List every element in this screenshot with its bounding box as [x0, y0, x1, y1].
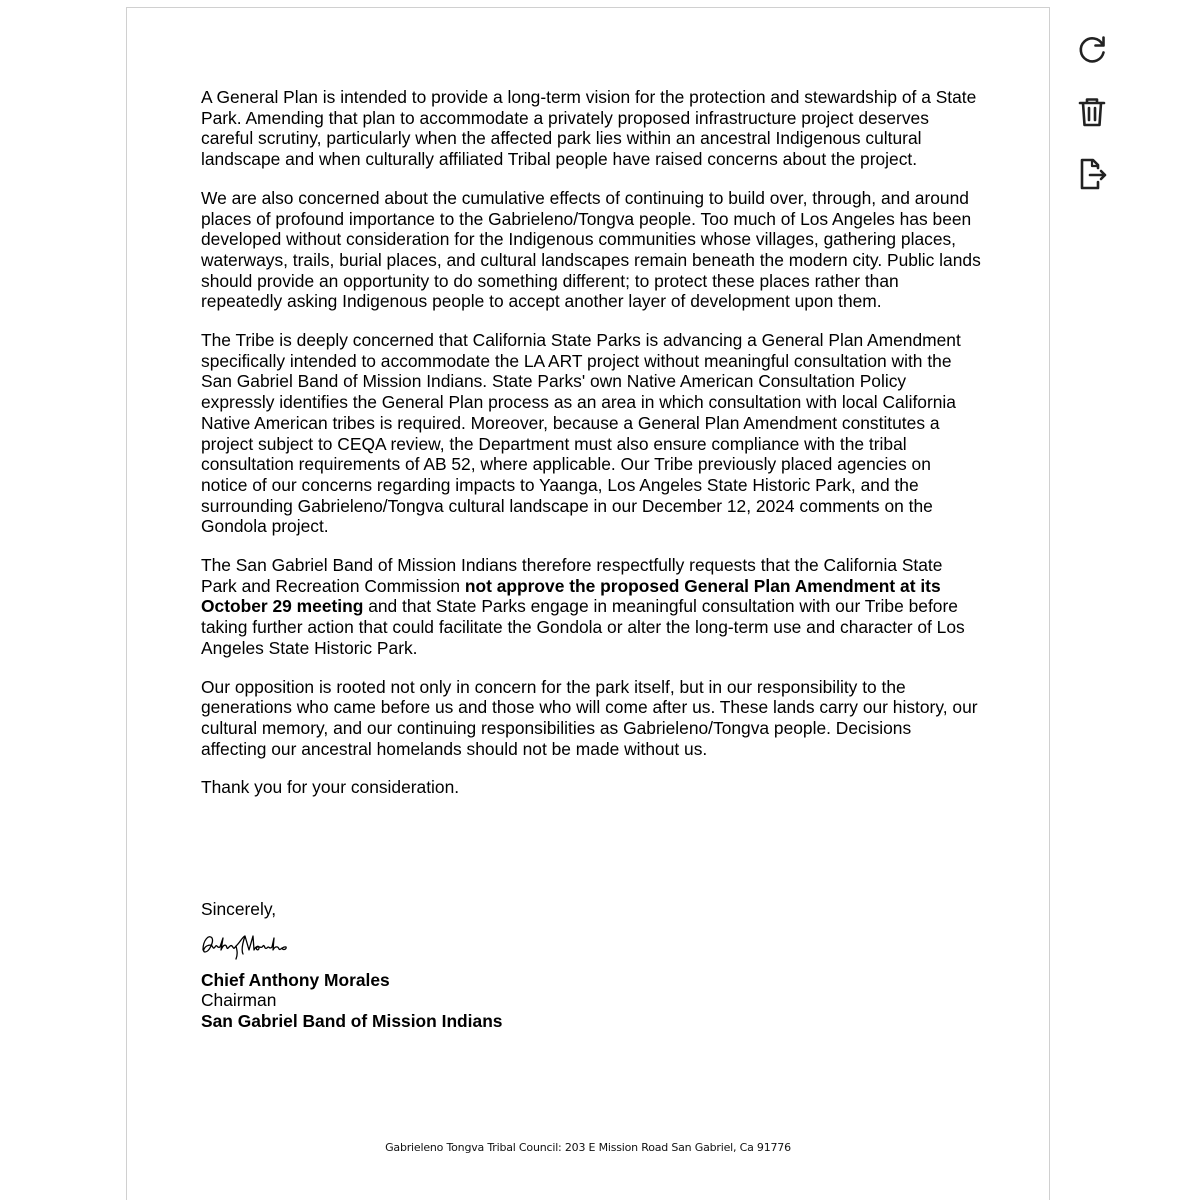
salutation: Sincerely, — [201, 899, 277, 919]
signer-name: Chief Anthony Morales — [201, 969, 390, 990]
paragraph-3: The Tribe is deeply concerned that California State Parks is advancing a General Plan Amendment specifically intended to accommodate the LA ART project without meaningful consultation with the San Gabriel Band of Mission Indians. State Parks' own Native American Consultation Policy expressly identifies the General Plan process as an area in which consultation with local California Native American tribes is required. Moreover, because a General Plan Amendment constitutes a project subject to CEQA review, the Department must also ensure compliance with the tribal consultation requirements of AB 52, where applicable. Our Tribe previously placed agencies on notice of our concerns regarding impacts to Yaanga, Los Angeles State Historic Park, and the surrounding Gabrieleno/Tongva cultural landscape in our December 12, 2024 comments on the Gondola project. — [201, 330, 961, 537]
export-button[interactable] — [1070, 152, 1114, 196]
letter-closing — [201, 899, 901, 1032]
paragraph-1: A General Plan is intended to provide a long-term vision for the protection and stewardship of a State Park. Amending that plan to accommodate a privately proposed infrastructure project deserves careful scrutiny, particularly when the affected park lies within an ancestral Indigenous cultural landscape and when culturally affiliated Tribal people have raised concerns about the project. — [201, 87, 977, 170]
letter-body — [201, 87, 981, 816]
signature-image — [199, 928, 289, 962]
export-icon — [1074, 156, 1110, 192]
side-toolbar — [1070, 28, 1114, 214]
paragraph-4-bold: not approve the proposed General Plan Amendment at its October 29 meeting — [201, 575, 941, 617]
paragraph-6: Thank you for your consideration. — [201, 777, 460, 798]
paragraph-4 — [201, 555, 981, 659]
trash-icon — [1074, 94, 1110, 130]
refresh-icon — [1074, 32, 1110, 68]
delete-button[interactable] — [1070, 90, 1114, 134]
signer-organization: San Gabriel Band of Mission Indians — [201, 1011, 503, 1032]
refresh-button[interactable] — [1070, 28, 1114, 72]
paragraph-2: We are also concerned about the cumulative effects of continuing to build over, through, and around places of profound importance to the Gabrieleno/Tongva people. Too much of Los Angeles has been developed without consideration for the Indigenous communities whose villages, gathering places, waterways, trails, burial places, and cultural landscapes remain beneath the modern city. Public lands should provide an opportunity to do something different; to protect these places rather than repeatedly asking Indigenous people to accept another layer of development upon them. — [201, 187, 981, 312]
paragraph-4-start: The San Gabriel Band of Mission Indians therefore respectfully requests that the California State Park and Recreation Commission — [201, 555, 943, 596]
document-page — [126, 7, 1050, 1200]
page-footer: Gabrieleno Tongva Tribal Council: 203 E Mission Road San Gabriel, Ca 91776 — [385, 1141, 791, 1154]
paragraph-4-end: and that State Parks engage in meaningful consultation with our Tribe before taking further action that could facilitate the Gondola or alter the long-term use and character of Los Angeles State Historic Park. — [201, 596, 965, 658]
signer-title: Chairman — [201, 990, 277, 1011]
paragraph-5: Our opposition is rooted not only in concern for the park itself, but in our responsibility to the generations who came before us and those who will come after us. These lands carry our history, our cultural memory, and our continuing responsibilities as Gabrieleno/Tongva people. Decisions affecting our ancestral homelands should not be made without us. — [201, 676, 978, 759]
